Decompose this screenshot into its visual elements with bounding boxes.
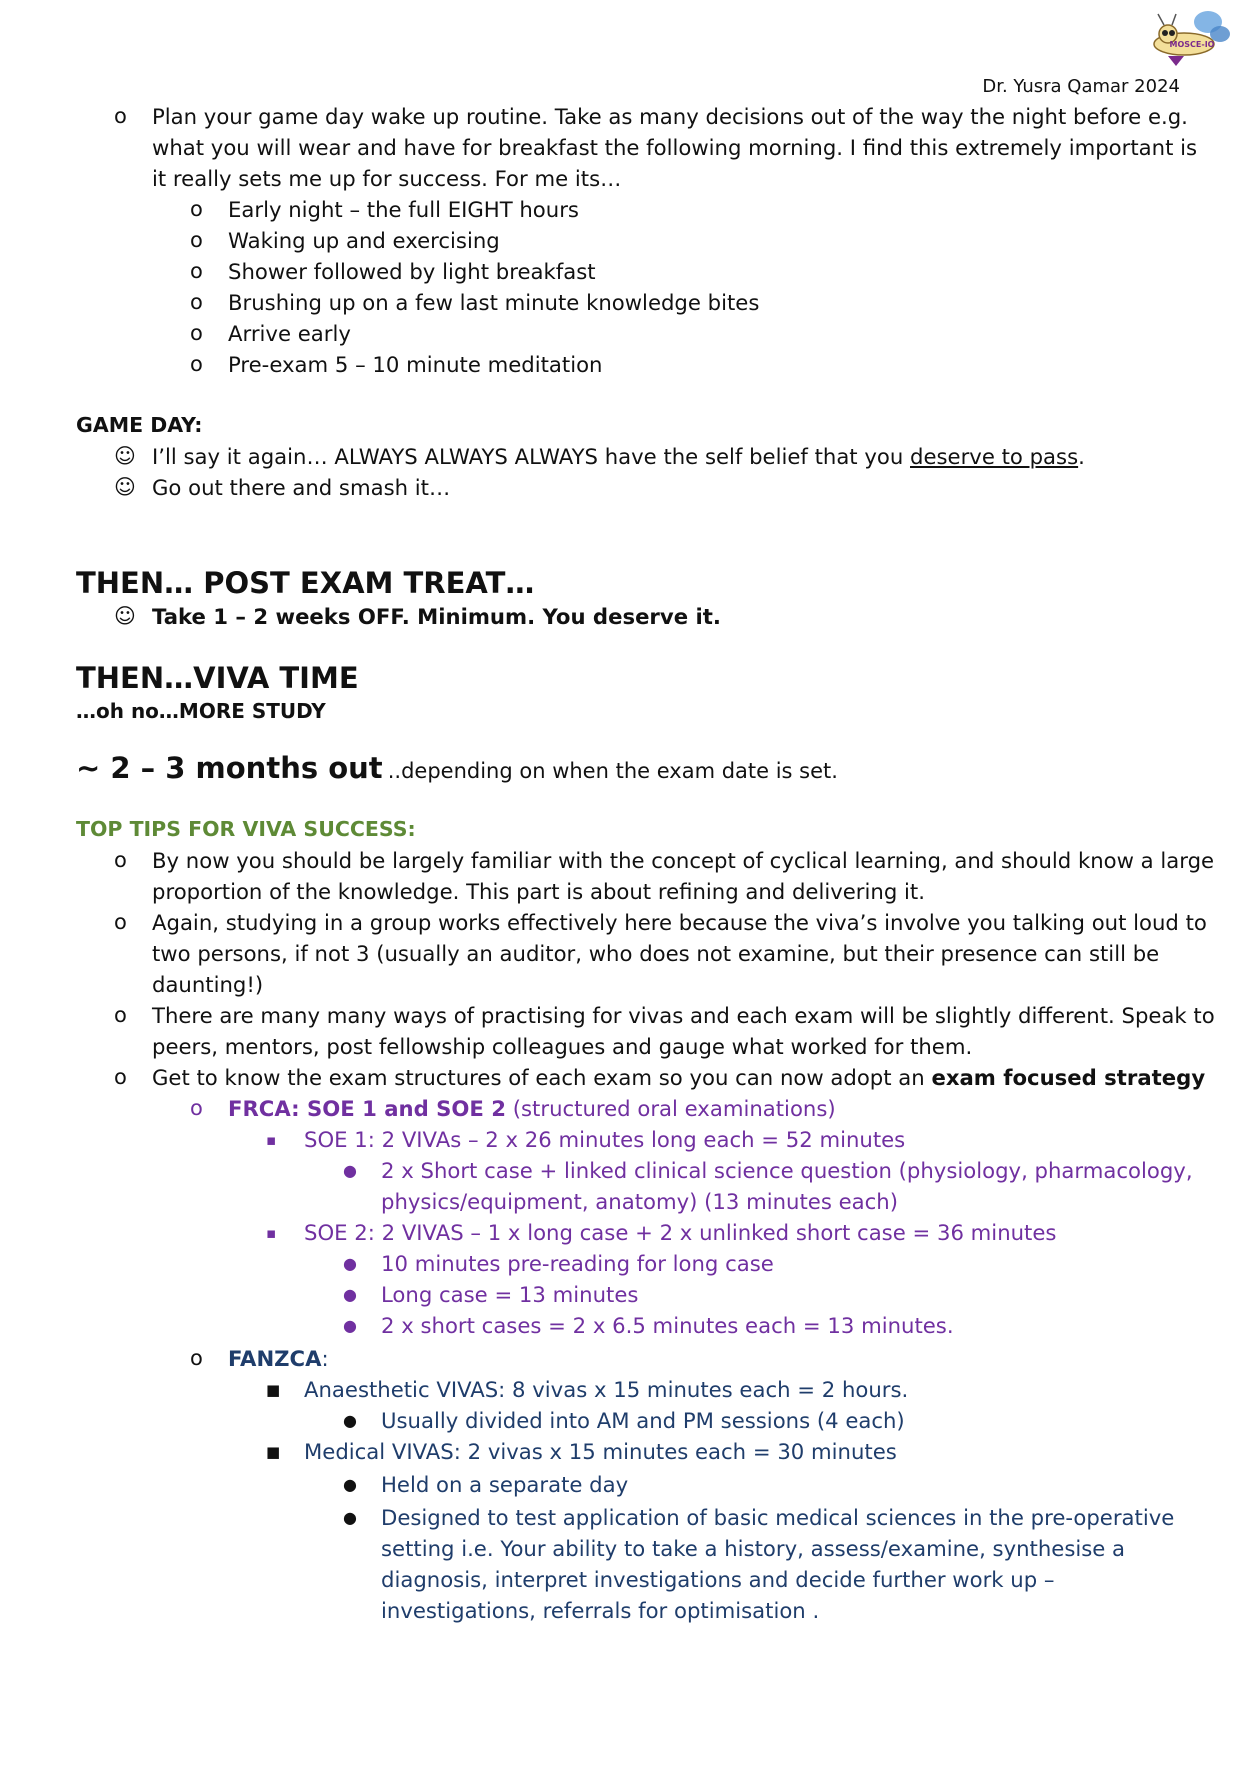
intro-line: it really sets me up for success. For me its… — [152, 166, 622, 191]
intro-item: o Plan your game day wake up routine. Take as many decisions out of the way the night before e.g. — [76, 101, 1176, 132]
square-bullet-icon: ▪ — [266, 1224, 277, 1242]
circle-bullet-icon: o — [190, 197, 203, 221]
smiley-icon: ☺ — [114, 444, 136, 468]
circle-bullet-icon: o — [114, 848, 127, 872]
routine-item: o Pre-exam 5 – 10 minute meditation — [76, 349, 1176, 380]
dot-bullet-icon: ● — [343, 1316, 357, 1335]
top-tips-heading: TOP TIPS FOR VIVA SUCCESS: — [76, 817, 416, 841]
fanzca-medical: ■ Medical VIVAS: 2 vivas x 15 minutes each = 30 minutes — [76, 1436, 1176, 1467]
dot-bullet-icon: ● — [343, 1254, 357, 1273]
tip-line: two persons, if not 3 (usually an auditor, who does not examine, but their presence can still be — [152, 941, 1160, 966]
circle-bullet-icon: o — [190, 259, 203, 283]
tip-item: o There are many many ways of practising for vivas and each exam will be slightly different. Speak to — [76, 1000, 1176, 1031]
viva-time-subheading: …oh no…MORE STUDY — [76, 699, 326, 723]
mosce-logo — [1150, 6, 1234, 72]
tip-item: o By now you should be largely familiar with the concept of cyclical learning, and should know a large — [76, 845, 1176, 876]
routine-item: o Arrive early — [76, 318, 1176, 349]
routine-item: o Early night – the full EIGHT hours — [76, 194, 1176, 225]
circle-bullet-icon: o — [114, 104, 127, 128]
fanzca-medical-item: ● Designed to test application of basic medical sciences in the pre-operative — [76, 1502, 1176, 1533]
circle-bullet-icon: o — [190, 228, 203, 252]
circle-bullet-icon: o — [190, 352, 203, 376]
routine-item: o Brushing up on a few last minute knowledge bites — [76, 287, 1176, 318]
tip-line: peers, mentors, post fellowship colleagues and gauge what worked for them. — [152, 1034, 973, 1059]
circle-bullet-icon: o — [190, 1096, 203, 1120]
tip-line: proportion of the knowledge. This part is about refining and delivering it. — [152, 879, 925, 904]
game-day-item: ☺ Go out there and smash it… — [76, 472, 1176, 503]
intro-line: what you will wear and have for breakfast the following morning. I find this extremely important is — [152, 135, 1198, 160]
frca-item: o FRCA: SOE 1 and SOE 2 (structured oral examinations) — [76, 1093, 1176, 1124]
smiley-icon: ☺ — [114, 604, 136, 628]
game-day-item: ☺ I’ll say it again… ALWAYS ALWAYS ALWAYS have the self belief that you deserve to pass. — [76, 441, 1176, 472]
fanzca-anaesthetic-item: ● Usually divided into AM and PM sessions (4 each) — [76, 1405, 1176, 1436]
circle-bullet-icon: o — [114, 1065, 127, 1089]
post-exam-item: ☺ Take 1 – 2 weeks OFF. Minimum. You deserve it. — [76, 601, 1176, 632]
fanzca-medical-line: diagnosis, interpret investigations and decide further work up – — [381, 1567, 1055, 1592]
square-bullet-icon: ▪ — [266, 1131, 277, 1149]
frca-soe1-line: physics/equipment, anatomy) (13 minutes each) — [381, 1189, 898, 1214]
fanzca-anaesthetic: ■ Anaesthetic VIVAS: 8 vivas x 15 minutes each = 2 hours. — [76, 1374, 1176, 1405]
tip-item: o Get to know the exam structures of each exam so you can now adopt an exam focused strategy — [76, 1062, 1176, 1093]
months-out-line: ~ 2 – 3 months out ..depending on when the exam date is set. — [76, 751, 838, 785]
routine-item: o Waking up and exercising — [76, 225, 1176, 256]
fanzca-medical-item: ● Held on a separate day — [76, 1469, 1176, 1500]
frca-soe2-item: ● Long case = 13 minutes — [76, 1279, 1176, 1310]
frca-soe2-item: ● 10 minutes pre-reading for long case — [76, 1248, 1176, 1279]
document-body — [76, 101, 1215, 1626]
logo-text: MOSCE-IO — [1169, 40, 1215, 49]
square-bullet-icon: ■ — [266, 1381, 281, 1399]
fanzca-medical-line: investigations, referrals for optimisation . — [381, 1598, 820, 1623]
circle-bullet-icon: o — [190, 290, 203, 314]
tip-line: daunting!) — [152, 972, 264, 997]
routine-item: o Shower followed by light breakfast — [76, 256, 1176, 287]
dot-bullet-icon: ● — [343, 1508, 357, 1527]
frca-soe1-item: ● 2 x Short case + linked clinical science question (physiology, pharmacology, — [76, 1155, 1176, 1186]
frca-soe1: ▪ SOE 1: 2 VIVAs – 2 x 26 minutes long each = 52 minutes — [76, 1124, 1176, 1155]
dot-bullet-icon: ● — [343, 1475, 357, 1494]
dot-bullet-icon: ● — [343, 1161, 357, 1180]
smiley-icon: ☺ — [114, 475, 136, 499]
author-header: Dr. Yusra Qamar 2024 — [982, 76, 1180, 97]
game-day-heading: GAME DAY: — [76, 413, 203, 437]
circle-bullet-icon: o — [190, 321, 203, 345]
square-bullet-icon: ■ — [266, 1443, 281, 1461]
circle-bullet-icon: o — [114, 910, 127, 934]
post-exam-heading: THEN… POST EXAM TREAT… — [76, 566, 535, 600]
dot-bullet-icon: ● — [343, 1285, 357, 1304]
circle-bullet-icon: o — [114, 1003, 127, 1027]
frca-soe2-item: ● 2 x short cases = 2 x 6.5 minutes each = 13 minutes. — [76, 1310, 1176, 1341]
dot-bullet-icon: ● — [343, 1411, 357, 1430]
fanzca-item: o FANZCA: — [76, 1343, 1176, 1374]
fanzca-medical-line: setting i.e. Your ability to take a history, assess/examine, synthesise a — [381, 1536, 1126, 1561]
viva-time-heading: THEN…VIVA TIME — [76, 661, 359, 695]
circle-bullet-icon: o — [190, 1346, 203, 1370]
tip-item: o Again, studying in a group works effectively here because the viva’s involve you talking out loud to — [76, 907, 1176, 938]
frca-soe2: ▪ SOE 2: 2 VIVAS – 1 x long case + 2 x unlinked short case = 36 minutes — [76, 1217, 1176, 1248]
